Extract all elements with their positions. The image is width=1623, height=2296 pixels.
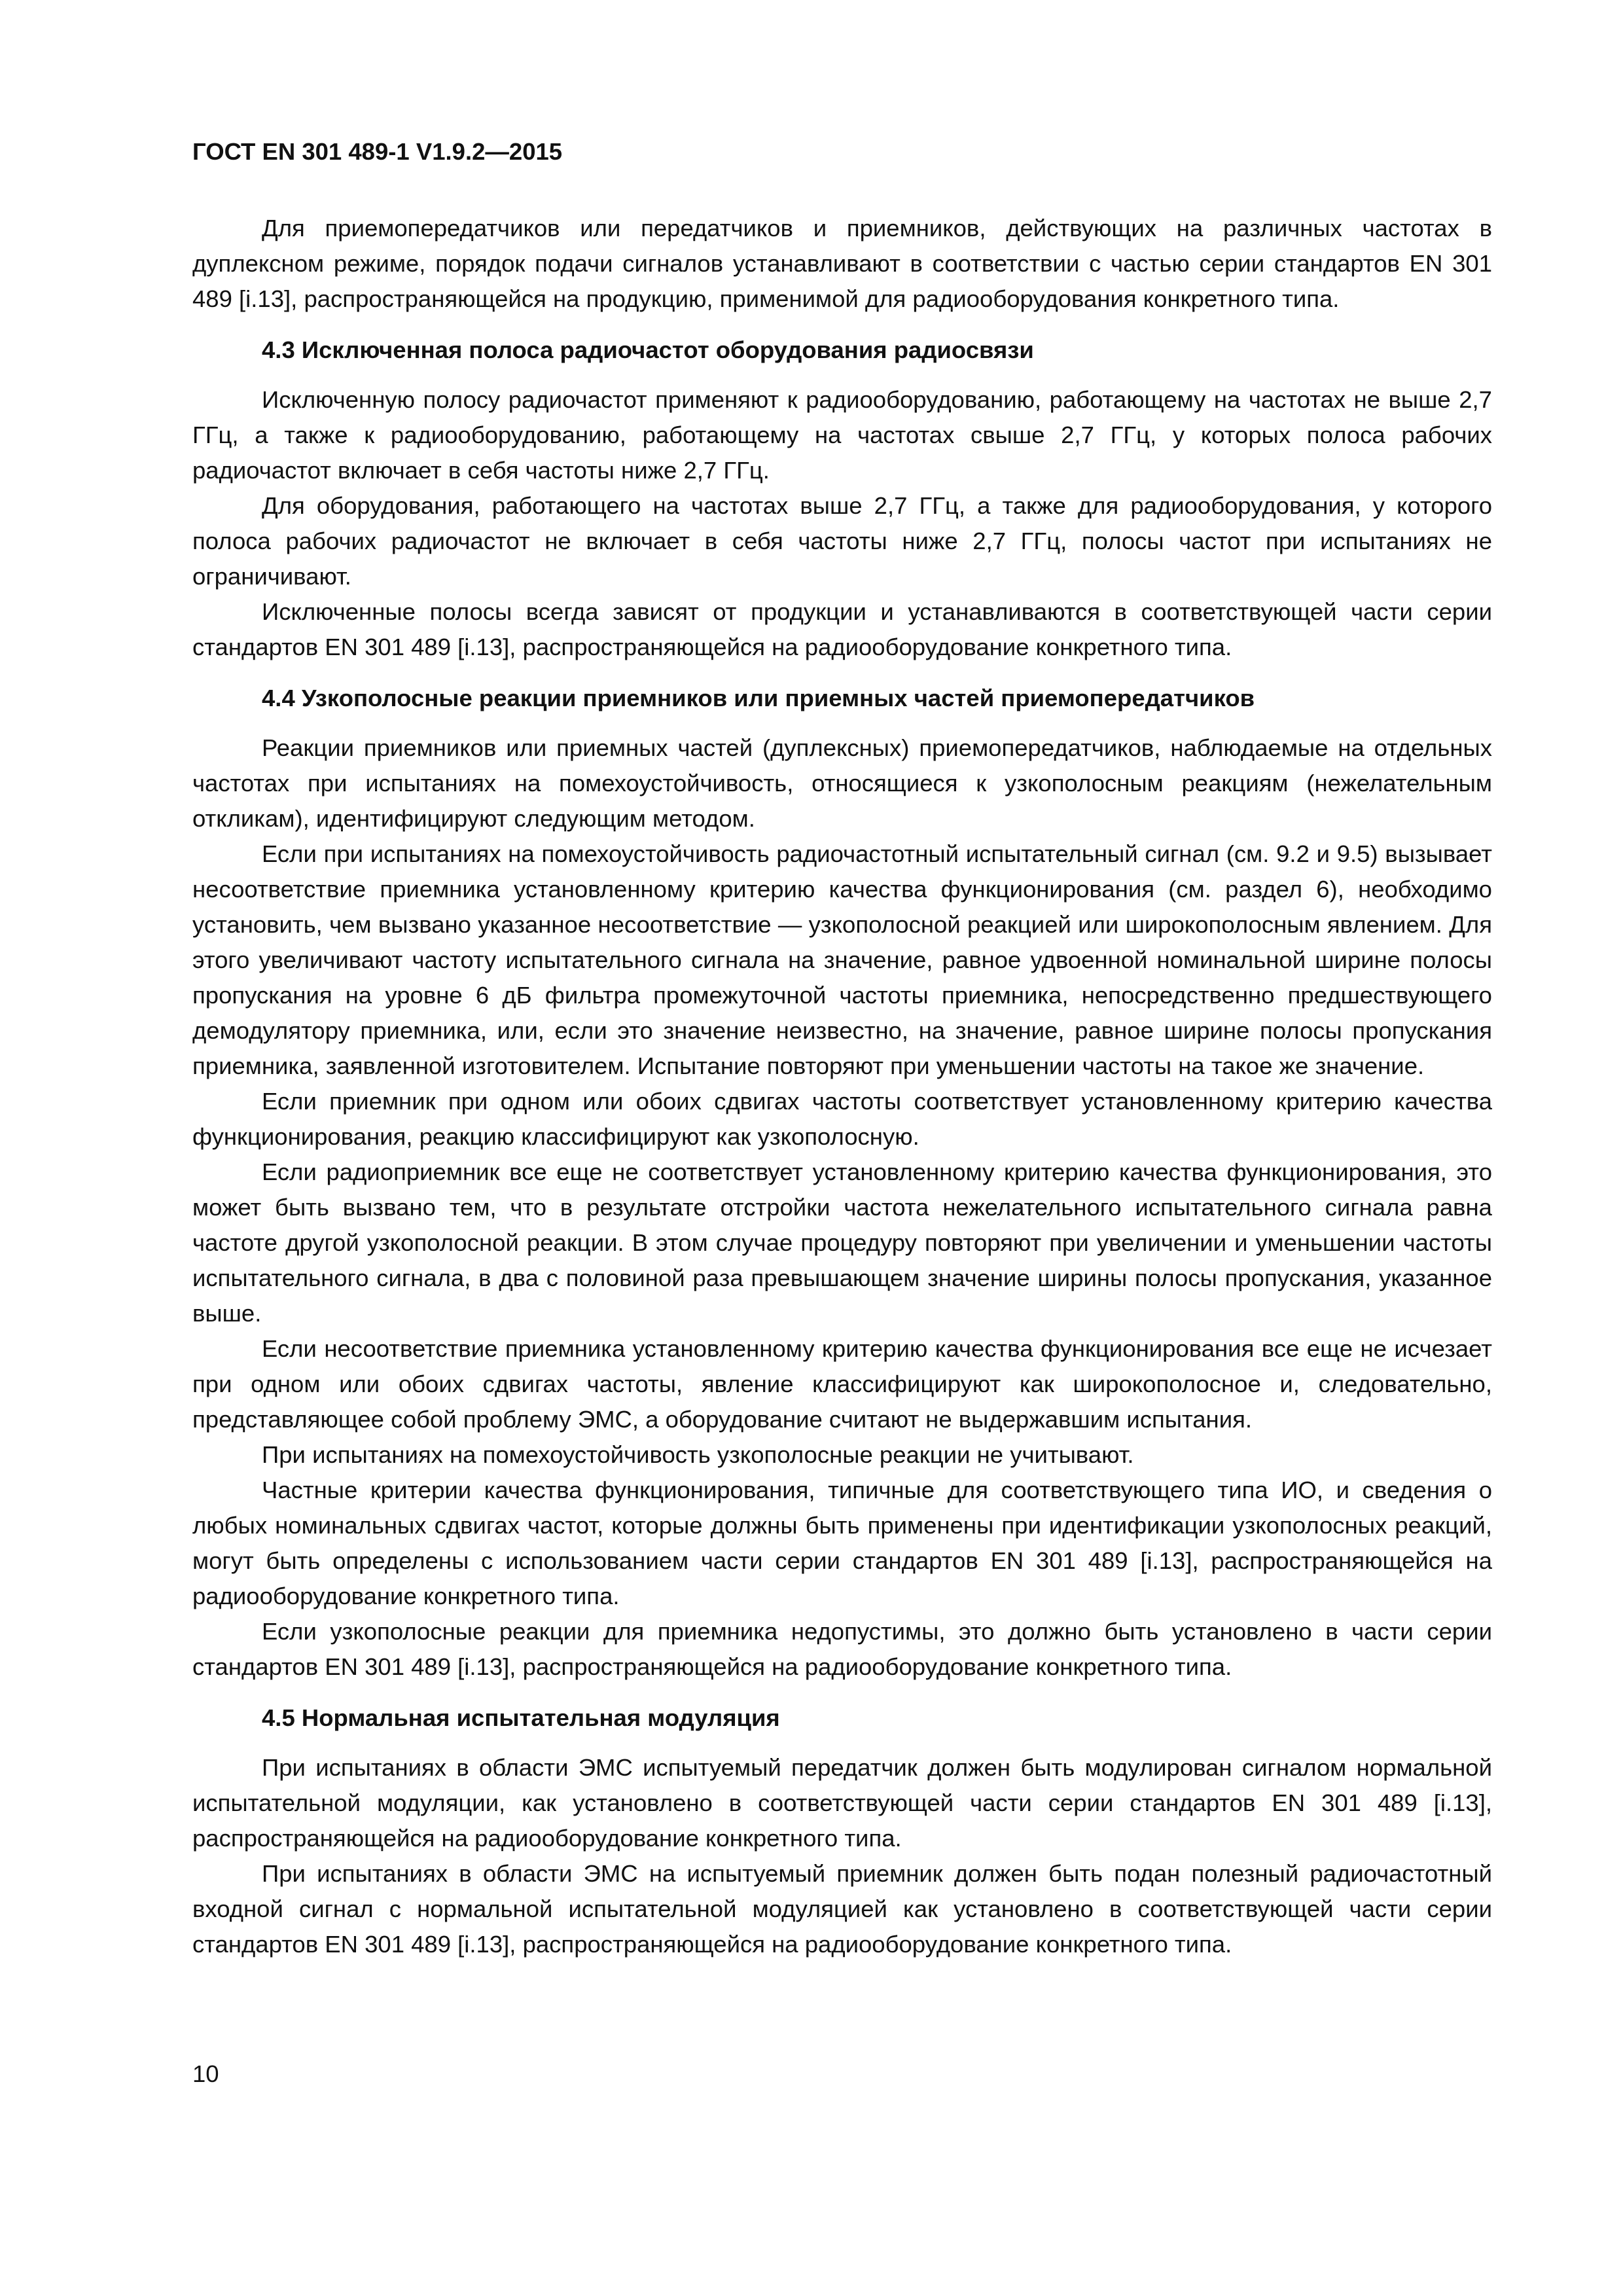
section-title: 4.5 Нормальная испытательная модуляция [262, 1704, 780, 1731]
page-number: 10 [192, 2060, 219, 2087]
section-paragraph: При испытаниях на помехоустойчивость узкополосные реакции не учитывают. [262, 1441, 1134, 1468]
section-4-3 [192, 332, 1492, 665]
section-4-5 [192, 1700, 1492, 1962]
document-header: ГОСТ EN 301 489-1 V1.9.2—2015 [192, 138, 563, 165]
section-paragraph: Исключенные полосы всегда зависят от продукции и устанавливаются в соответствующей части серии стандартов EN 301 489 [i.13], распространяющейся на радиооборудование конкретного типа. [192, 598, 1492, 660]
section-paragraph: Если узкополосные реакции для приемника недопустимы, это должно быть установлено в части серии стандартов EN 301 489 [i.13], распространяющейся на радиооборудование конкретного типа. [192, 1617, 1492, 1680]
section-title: 4.3 Исключенная полоса радиочастот оборудования радиосвязи [262, 336, 1034, 363]
section-paragraph: Если приемник при одном или обоих сдвигах частоты соответствует установленному критерию качества функционирования, реакцию классифицируют как узкополосную. [192, 1087, 1492, 1150]
section-paragraph: При испытаниях в области ЭМС на испытуемый приемник должен быть подан полезный радиочастотный входной сигнал с нормальной испытательной модуляцией как установлено в соответствующей части серии стандартов EN 301 489 [i.13], распространяющейся на радиооборудование конкретного типа. [192, 1859, 1492, 1958]
document-page [192, 137, 1492, 1962]
section-title: 4.4 Узкополосные реакции приемников или приемных частей приемопередатчиков [262, 684, 1255, 711]
section-paragraph: Реакции приемников или приемных частей (дуплексных) приемопередатчиков, наблюдаемые на отдельных частотах при испытаниях на помехоустойчивость, относящиеся к узкополосным реакциям (нежелательным откликам), идентифицируют следующим методом. [192, 734, 1492, 832]
section-paragraph: Если при испытаниях на помехоустойчивость радиочастотный испытательный сигнал (см. 9.2 и 9.5) вызывает несоответствие приемника установленному критерию качества функционирования (см. раздел 6), необходимо установить, чем вызвано указанное несоответствие — узкополосной реакцией или широкополосным явлением. Для этого увеличивают частоту испытательного сигнала на значение, равное удвоенной номинальной ширине полосы пропускания на уровне 6 дБ фильтра промежуточной частоты приемника, непосредственно предшествующего демодулятору приемника, или, если это значение неизвестно, на значение, равное ширине полосы пропускания приемника, заявленной изготовителем. Испытание повторяют при уменьшении частоты на такое же значение. [192, 840, 1492, 1079]
section-paragraph: Для оборудования, работающего на частотах выше 2,7 ГГц, а также для радиооборудования, у которого полоса рабочих радиочастот не включает в себя частоты ниже 2,7 ГГц, полосы частот при испытаниях не ограничивают. [192, 492, 1492, 590]
section-paragraph: Исключенную полосу радиочастот применяют к радиооборудованию, работающему на частотах не выше 2,7 ГГц, а также к радиооборудованию, работающему на частотах свыше 2,7 ГГц, у которых полоса рабочих радиочастот включает в себя частоты ниже 2,7 ГГц. [192, 386, 1492, 484]
intro-paragraph: Для приемопередатчиков или передатчиков и приемников, действующих на различных частотах в дуплексном режиме, порядок подачи сигналов устанавливают в соответствии с частью серии стандартов EN 301 489 [i.13], распространяющейся на продукцию, применимой для радиооборудования конкретного типа. [192, 214, 1492, 312]
section-paragraph: При испытаниях в области ЭМС испытуемый передатчик должен быть модулирован сигналом нормальной испытательной модуляции, как установлено в соответствующей части серии стандартов EN 301 489 [i.13], распространяющейся на радиооборудование конкретного типа. [192, 1753, 1492, 1852]
section-paragraph: Если радиоприемник все еще не соответствует установленному критерию качества функционирования, это может быть вызвано тем, что в результате отстройки частота нежелательного испытательного сигнала равна частоте другой узкополосной реакции. В этом случае процедуру повторяют при увеличении и уменьшении частоты испытательного сигнала, в два с половиной раза превышающем значение ширины полосы пропускания, указанное выше. [192, 1158, 1492, 1327]
section-paragraph: Если несоответствие приемника установленному критерию качества функционирования все еще не исчезает при одном или обоих сдвигах частоты, явление классифицируют как широкополосное и, следовательно, представляющее собой проблему ЭМС, а оборудование считают не выдержавшим испытания. [192, 1335, 1492, 1433]
section-4-4 [192, 681, 1492, 1685]
section-paragraph: Частные критерии качества функционирования, типичные для соответствующего типа ИО, и сведения о любых номинальных сдвигах частот, которые должны быть применены при идентификации узкополосных реакций, могут быть определены с использованием части серии стандартов EN 301 489 [i.13], распространяющейся на радиооборудование конкретного типа. [192, 1476, 1492, 1609]
